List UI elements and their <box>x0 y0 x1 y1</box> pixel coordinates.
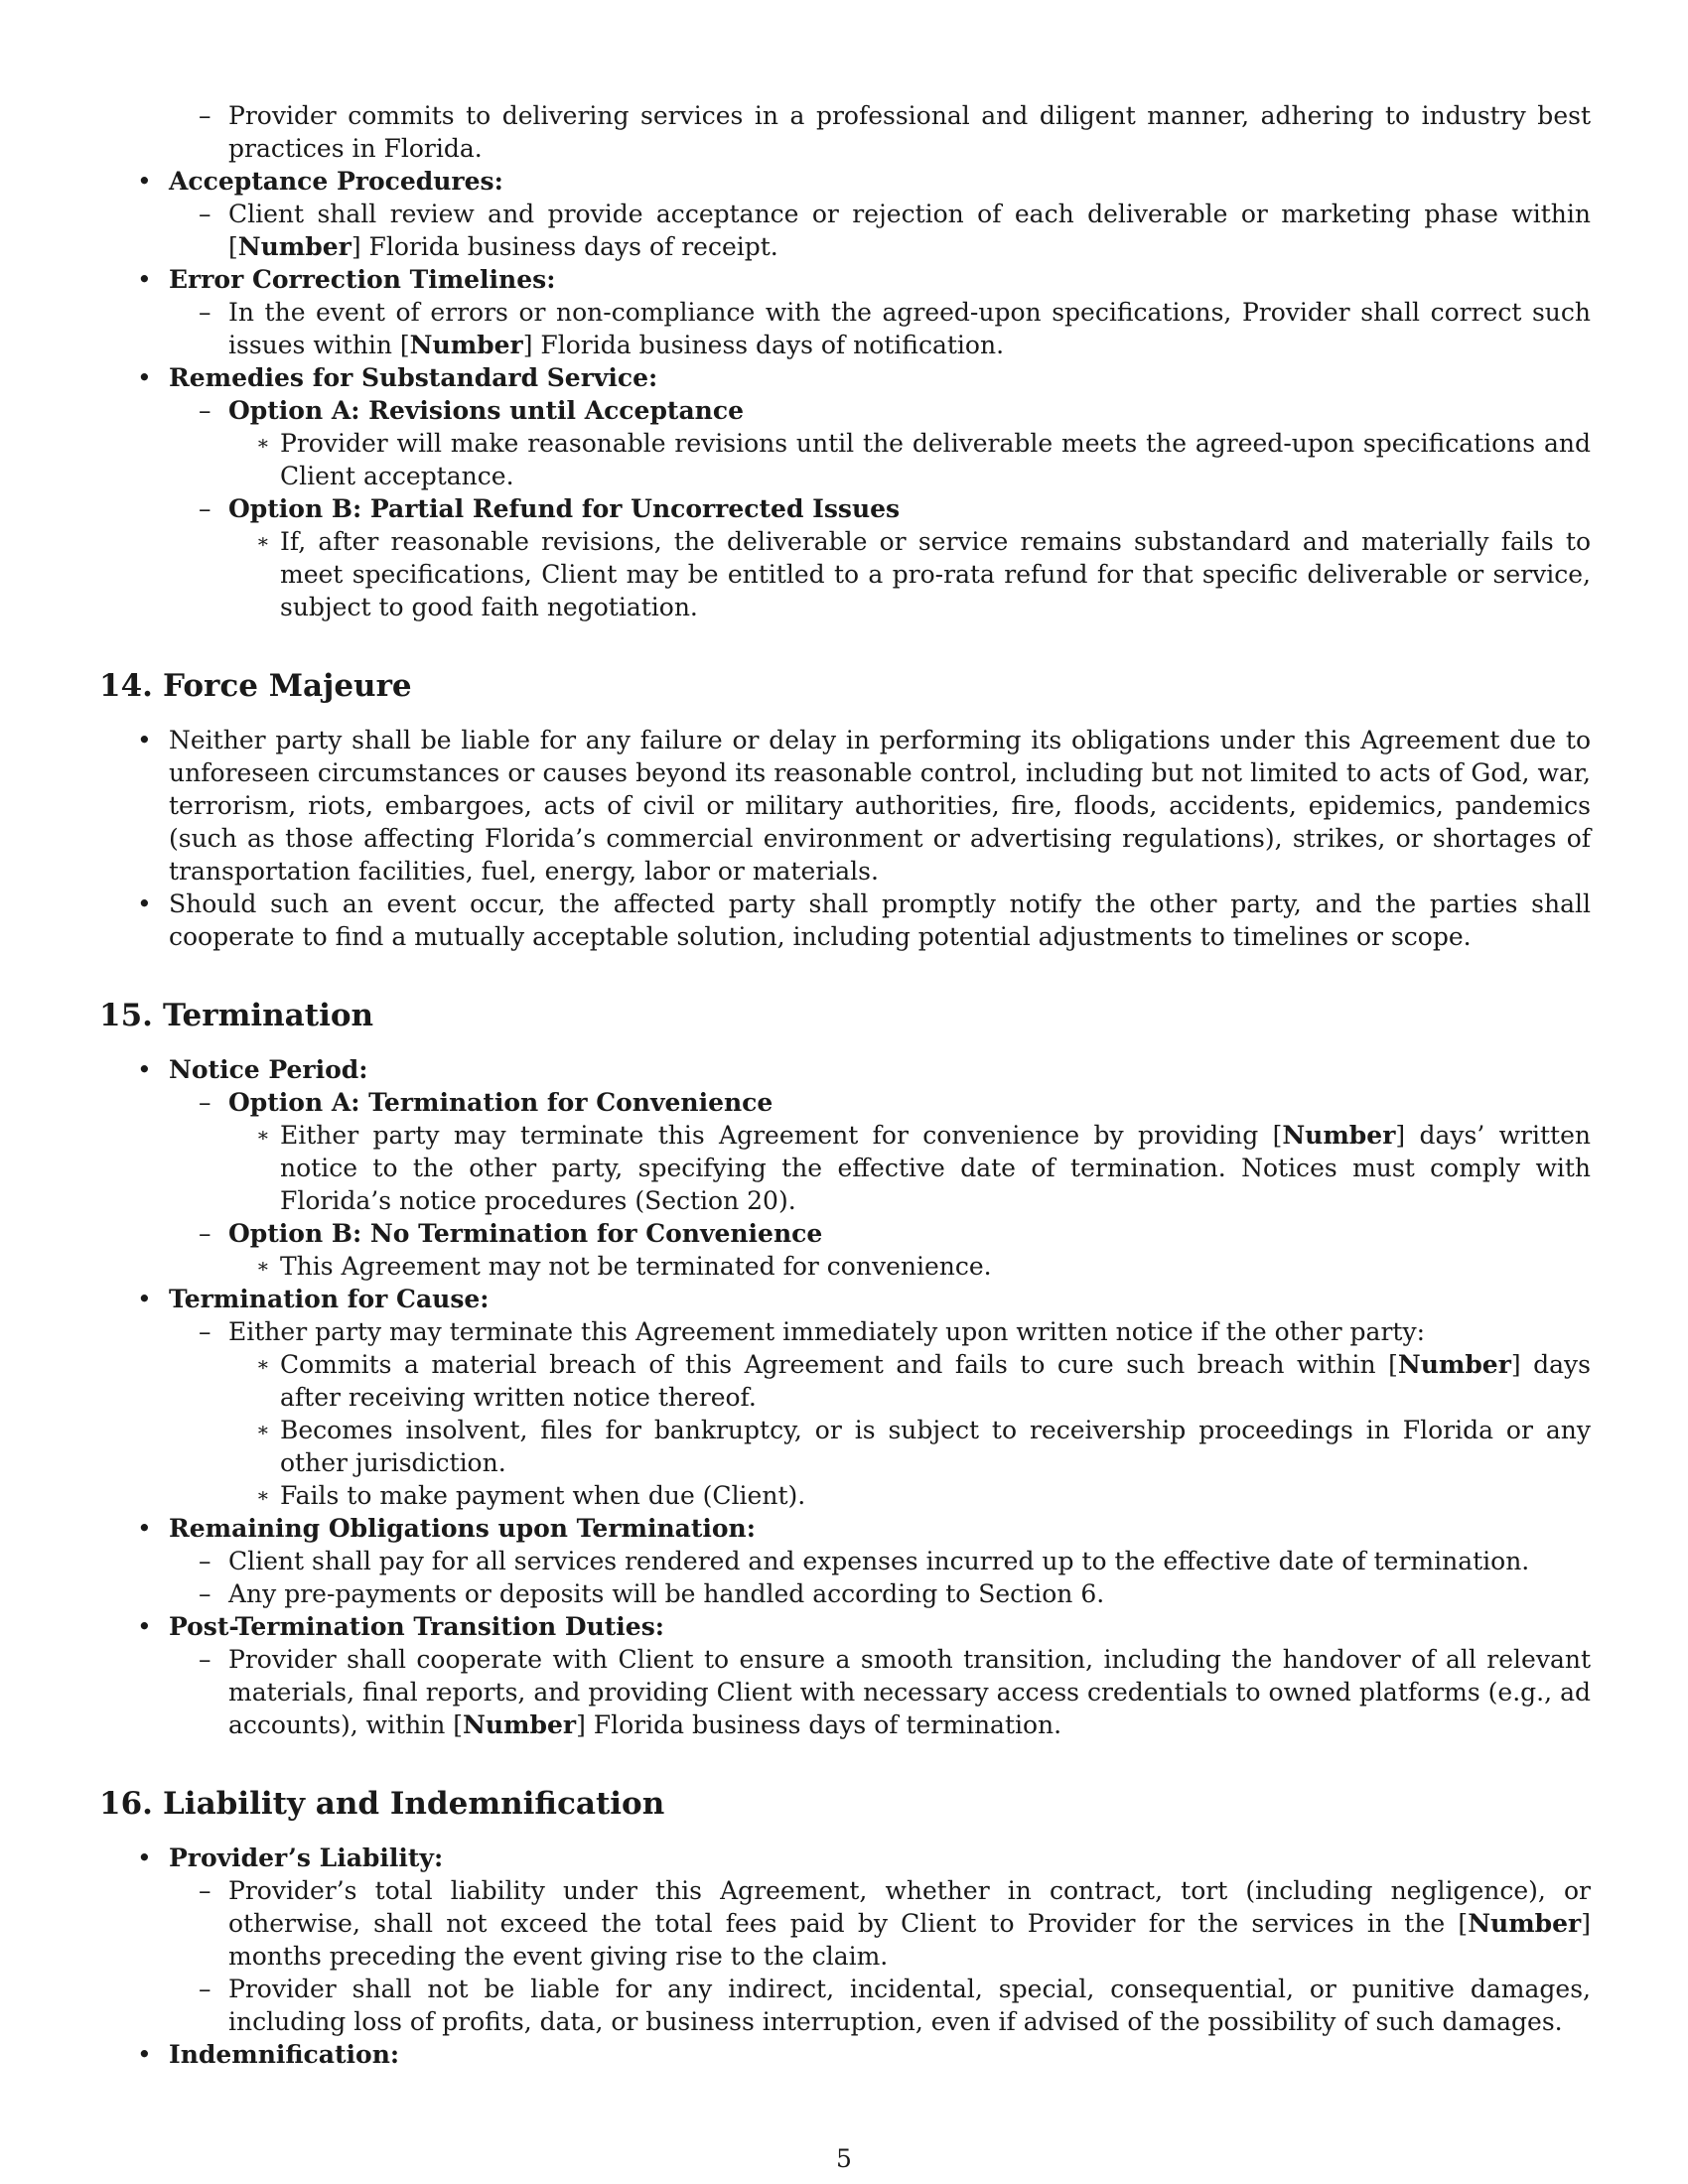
asterisk-bullet: ∗ <box>256 1123 270 1147</box>
list-item <box>99 165 1591 263</box>
asterisk-bullet: ∗ <box>256 1418 270 1441</box>
item-title: Error Correction Timelines: <box>169 265 556 294</box>
asterisk-bullet: ∗ <box>256 431 270 455</box>
list-item: ∗ This Agreement may not be terminated for convenience. <box>256 1252 992 1281</box>
bullet-icon: • <box>137 889 152 918</box>
option-title: Option B: No Termination for Convenience <box>228 1219 823 1248</box>
list-item <box>99 1512 1591 1610</box>
list-item: – Either party may terminate this Agreement immediately upon written notice if the other party: ∗ Commits a material breach of this Agreement and fails to cure such breach within [Number] days after receiving written notice thereof. ∗ Becomes insolvent, files for bankruptcy, or is subject to receivership proceedings in Florida or any other jurisdiction. ∗ Fails to make payment when due (Client). <box>199 1317 1591 1510</box>
section-number: 15. <box>99 998 153 1033</box>
bullet-icon: • <box>137 167 152 196</box>
item-title: Remaining Obligations upon Termination: <box>169 1514 756 1543</box>
section-title: Termination <box>163 998 374 1033</box>
list-item <box>169 1086 1591 1217</box>
list-item <box>99 99 1591 165</box>
item-title: Post-Termination Transition Duties: <box>169 1612 665 1641</box>
placeholder-number: Number <box>1468 1909 1582 1938</box>
bullet-icon: • <box>137 1843 152 1872</box>
list-item <box>99 2038 1591 2071</box>
list-item <box>99 1610 1591 1741</box>
list-item: – Provider shall cooperate with Client to ensure a smooth transition, including the handover of all relevant materials, final reports, and providing Client with necessary access credentials to owned platforms (e.g., ad accounts), within [Number] Florida business days of termination. <box>199 1645 1591 1739</box>
dash-bullet: – <box>199 298 211 327</box>
dash-bullet: – <box>199 1579 211 1608</box>
section-14-list <box>99 724 1591 953</box>
list-item: ∗ Commits a material breach of this Agreement and fails to cure such breach within [Number] days after receiving written notice thereof. <box>256 1350 1591 1412</box>
dash-bullet: – <box>199 200 211 228</box>
bullet-icon: • <box>137 2040 152 2069</box>
section-heading-15 <box>99 996 1591 1035</box>
list-item: – Client shall review and provide acceptance or rejection of each deliverable or marketing phase within [Number] Florida business days of receipt. <box>199 200 1591 261</box>
bullet-icon: • <box>137 1055 152 1084</box>
option-title: Option A: Revisions until Acceptance <box>228 396 744 425</box>
section-title: Liability and Indemnification <box>163 1786 665 1822</box>
list-item <box>99 1053 1591 1283</box>
list-item: ∗ Provider will make reasonable revisions until the deliverable meets the agreed-upon specifications and Client acceptance. <box>256 429 1591 490</box>
document-body <box>99 99 1591 2071</box>
list-item <box>169 394 1591 492</box>
list-item <box>169 1217 1591 1283</box>
list-item: – Provider shall not be liable for any indirect, incidental, special, consequential, or punitive damages, including loss of profits, data, or business interruption, even if advised of the possibility of such damages. <box>199 1975 1591 2036</box>
dash-bullet: – <box>199 1088 211 1117</box>
list-item <box>169 492 1591 623</box>
section-number: 16. <box>99 1786 153 1822</box>
asterisk-bullet: ∗ <box>256 529 270 553</box>
dash-bullet: – <box>199 494 211 523</box>
dash-bullet: – <box>199 1547 211 1575</box>
option-title: Option B: Partial Refund for Uncorrected Issues <box>228 494 901 523</box>
section-13-list <box>99 99 1591 623</box>
item-title: Acceptance Procedures: <box>169 167 503 196</box>
dash-bullet: – <box>199 1317 211 1346</box>
list-item: – Provider commits to delivering services in a professional and diligent manner, adhering to industry best practices in Florida. <box>199 101 1591 163</box>
placeholder-number: Number <box>463 1710 577 1739</box>
bullet-icon: • <box>137 726 152 754</box>
asterisk-bullet: ∗ <box>256 1254 270 1278</box>
placeholder-number: Number <box>409 331 523 359</box>
list-item: • Should such an event occur, the affected party shall promptly notify the other party, and the parties shall cooperate to find a mutually acceptable solution, including potential adjustments to timelines or scope. <box>137 889 1591 951</box>
option-title: Option A: Termination for Convenience <box>228 1088 774 1117</box>
list-item: ∗ If, after reasonable revisions, the deliverable or service remains substandard and materially fails to meet specifications, Client may be entitled to a pro-rata refund for that specific deliverable or service, subject to good faith negotiation. <box>256 527 1591 621</box>
item-title: Notice Period: <box>169 1055 368 1084</box>
bullet-icon: • <box>137 363 152 392</box>
item-title: Termination for Cause: <box>169 1285 490 1313</box>
list-item: – Any pre-payments or deposits will be handled according to Section 6. <box>199 1579 1105 1608</box>
list-item: – In the event of errors or non-compliance with the agreed-upon specifications, Provider shall correct such issues within [Number] Florida business days of notification. <box>199 298 1591 359</box>
list-item: ∗ Either party may terminate this Agreement for convenience by providing [Number] days’ written notice to the other party, specifying the effective date of termination. Notices must comply with Florida’s notice procedures (Section 20). <box>256 1121 1591 1215</box>
list-item <box>99 1842 1591 2038</box>
bullet-icon: • <box>137 1285 152 1313</box>
page-number: 5 <box>836 2144 852 2173</box>
dash-bullet: – <box>199 1876 211 1905</box>
list-item <box>99 1283 1591 1512</box>
placeholder-number: Number <box>1397 1350 1511 1379</box>
asterisk-bullet: ∗ <box>256 1483 270 1507</box>
item-title: Remedies for Substandard Service: <box>169 363 658 392</box>
list-item <box>99 263 1591 361</box>
bullet-icon: • <box>137 265 152 294</box>
placeholder-number: Number <box>237 232 352 261</box>
section-title: Force Majeure <box>163 668 412 704</box>
section-heading-16 <box>99 1784 1591 1824</box>
list-item: ∗ Becomes insolvent, files for bankruptcy, or is subject to receivership proceedings in Florida or any other jurisdiction. <box>256 1416 1591 1477</box>
list-item: – Client shall pay for all services rendered and expenses incurred up to the effective date of termination. <box>199 1547 1530 1575</box>
list-item <box>99 361 1591 623</box>
dash-bullet: – <box>199 1645 211 1674</box>
dash-bullet: – <box>199 1975 211 2003</box>
section-number: 14. <box>99 668 153 704</box>
item-title: Provider’s Liability: <box>169 1843 444 1872</box>
dash-bullet: – <box>199 396 211 425</box>
list-item: – Provider’s total liability under this Agreement, whether in contract, tort (including negligence), or otherwise, shall not exceed the total fees paid by Client to Provider for the services in the [Number] months preceding the event giving rise to the claim. <box>199 1876 1591 1971</box>
item-title: Indemnification: <box>169 2040 400 2069</box>
section-16-list <box>99 1842 1591 2071</box>
section-heading-14 <box>99 666 1591 706</box>
dash-bullet: – <box>199 1219 211 1248</box>
bullet-icon: • <box>137 1514 152 1543</box>
list-item: • Neither party shall be liable for any failure or delay in performing its obligations under this Agreement due to unforeseen circumstances or causes beyond its reasonable control, including but not limited to acts of God, war, terrorism, riots, embargoes, acts of civil or military authorities, fire, floods, accidents, epidemics, pandemics (such as those affecting Florida’s commercial environment or advertising regulations), strikes, or shortages of transportation facilities, fuel, energy, labor or materials. <box>137 726 1591 886</box>
section-15-list <box>99 1053 1591 1741</box>
dash-bullet: – <box>199 101 211 130</box>
placeholder-number: Number <box>1282 1121 1396 1150</box>
bullet-icon: • <box>137 1612 152 1641</box>
asterisk-bullet: ∗ <box>256 1352 270 1376</box>
list-item: ∗ Fails to make payment when due (Client). <box>256 1481 806 1510</box>
